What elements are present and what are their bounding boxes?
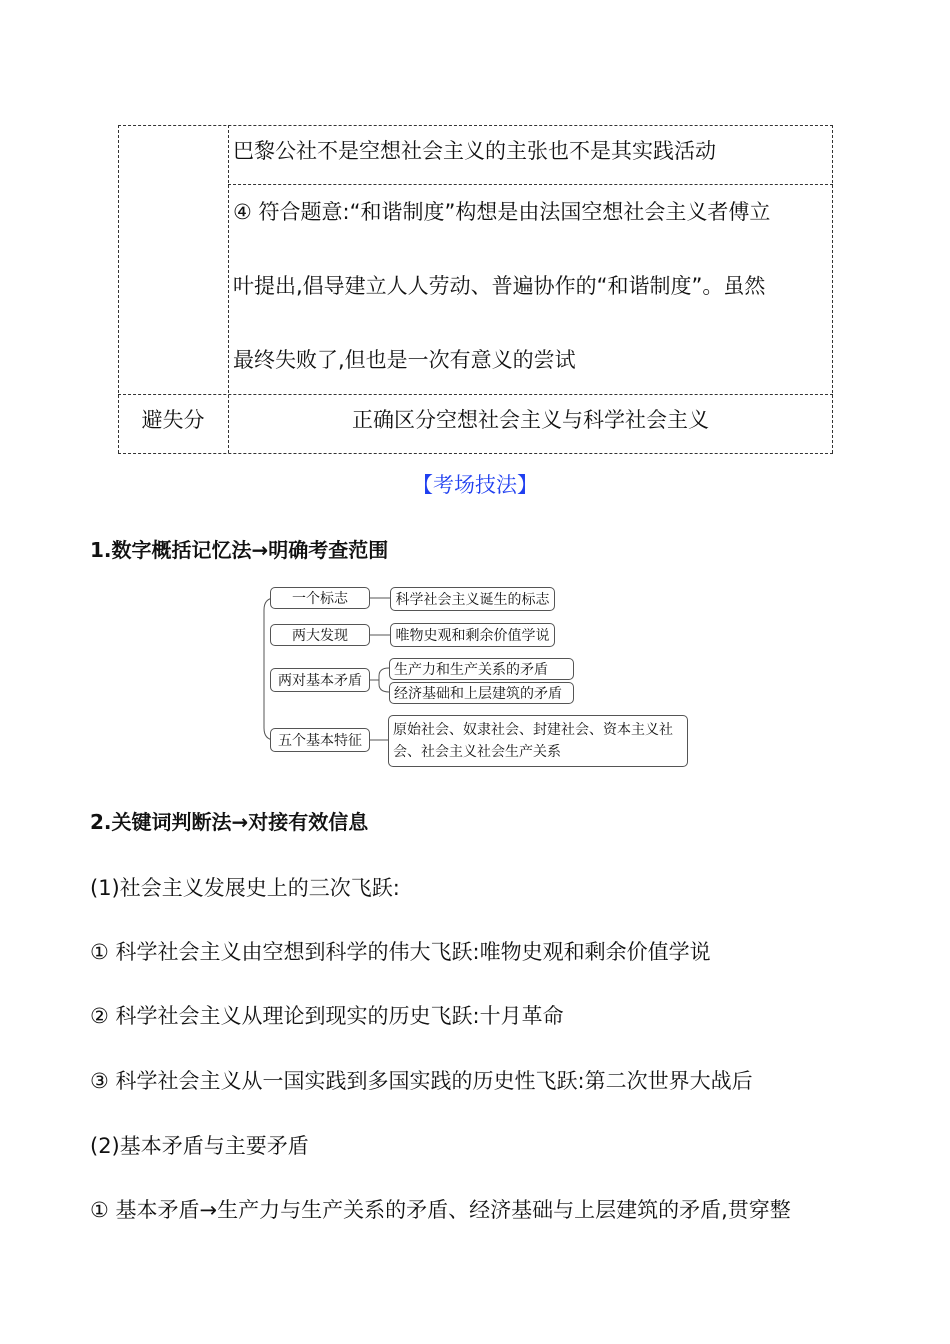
paragraph: ③ 科学社会主义从一国实践到多国实践的历史性飞跃:第二次世界大战后: [90, 1069, 753, 1093]
paragraph: ② 科学社会主义从理论到现实的历史飞跃:十月革命: [90, 1004, 564, 1028]
table-row3-text: 正确区分空想社会主义与科学社会主义: [352, 408, 709, 432]
diagram-node-item: 生产力和生产关系的矛盾: [389, 658, 574, 680]
diagram-node-group: 五个基本特征: [270, 728, 370, 752]
paragraph: (1)社会主义发展史上的三次飞跃:: [90, 876, 400, 900]
table-row2-line2: 叶提出,倡导建立人人劳动、普遍协作的“和谐制度”。虽然: [233, 274, 766, 298]
table-row1-text: 巴黎公社不是空想社会主义的主张也不是其实践活动: [233, 139, 716, 163]
heading-1: 1.数字概括记忆法→明确考查范围: [90, 538, 389, 562]
diagram-node-item: 科学社会主义诞生的标志: [390, 587, 555, 611]
table-row3-label: 避失分: [141, 408, 205, 432]
diagram-node-item-line: 会、社会主义社会生产关系: [393, 744, 561, 760]
section-title: 【考场技法】: [412, 473, 538, 497]
diagram-node-item-multiline: [388, 715, 688, 767]
diagram-node-item: 唯物史观和剩余价值学说: [390, 623, 555, 647]
paragraph: ① 科学社会主义由空想到科学的伟大飞跃:唯物史观和剩余价值学说: [90, 940, 711, 964]
table-row2-line3: 最终失败了,但也是一次有意义的尝试: [233, 348, 576, 372]
diagram-node-group: 一个标志: [270, 587, 370, 609]
diagram-node-item-line: 原始社会、奴隶社会、封建社会、资本主义社: [393, 722, 673, 738]
paragraph: ① 基本矛盾→生产力与生产关系的矛盾、经济基础与上层建筑的矛盾,贯穿整: [90, 1198, 791, 1222]
heading-2: 2.关键词判断法→对接有效信息: [90, 810, 369, 834]
table-row2-line1: ④ 符合题意:“和谐制度”构想是由法国空想社会主义者傅立: [233, 200, 771, 224]
paragraph: (2)基本矛盾与主要矛盾: [90, 1134, 309, 1158]
diagram-node-group: 两对基本矛盾: [270, 668, 370, 692]
diagram-node-group: 两大发现: [270, 624, 370, 646]
diagram-node-item: 经济基础和上层建筑的矛盾: [389, 682, 574, 704]
